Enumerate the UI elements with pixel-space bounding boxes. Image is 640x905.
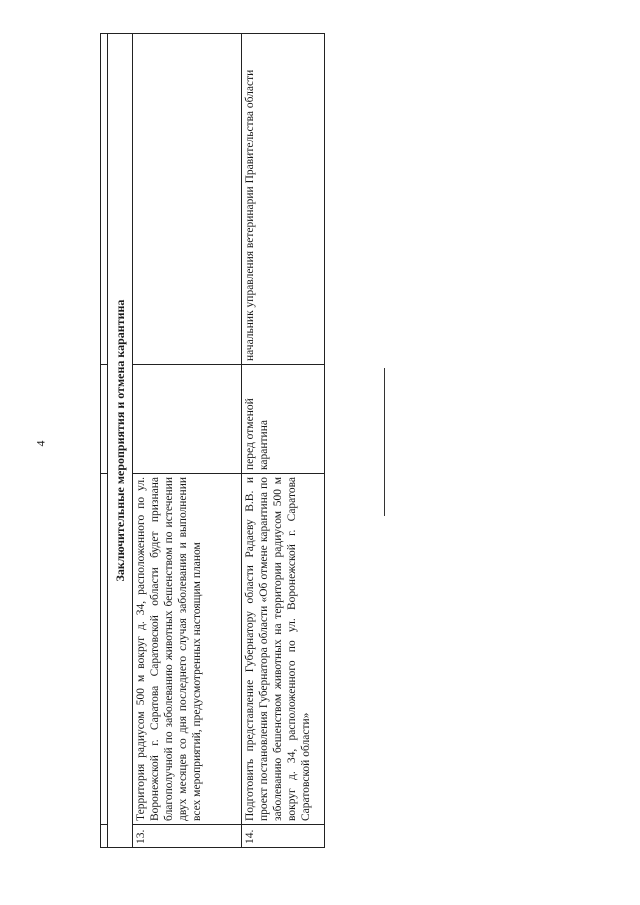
row-number: 13.: [133, 825, 242, 848]
table-row: [133, 34, 242, 848]
row-deadline: [133, 365, 242, 474]
row-number: 14.: [242, 825, 325, 848]
table-top-row: [101, 34, 108, 848]
table-row: [242, 34, 325, 848]
section-header-row: [108, 34, 133, 848]
row-responsible: начальник управления ветеринарии Правительства области: [242, 34, 325, 365]
closing-divider-line: [384, 368, 385, 516]
quarantine-plan-table: [100, 38, 320, 848]
row-responsible: [133, 34, 242, 365]
page-number: 4: [33, 440, 48, 447]
row-measure: Территория радиусом 500 м вокруг д. 34, расположенного по ул. Воронежской г. Саратова Саратовской области будет признана благополучной по заболеванию животных бешенством по истечении двух месяцев со дня последнего случая заболевания и выполнении всех мероприятий, предусмотренных настоящим планом: [133, 474, 242, 825]
section-title: Заключительные мероприятия и отмена карантина: [108, 34, 133, 848]
row-deadline: перед отменой карантина: [242, 365, 325, 474]
row-measure: Подготовить представление Губернатору области Радаеву В.В. и проект постановления Губернатора области «Об отмене карантина по заболеванию бешенством животных на территории радиусом 500 м вокруг д. 34, расположенного по ул. Воронежской г. Саратова Саратовской области»: [242, 474, 325, 825]
